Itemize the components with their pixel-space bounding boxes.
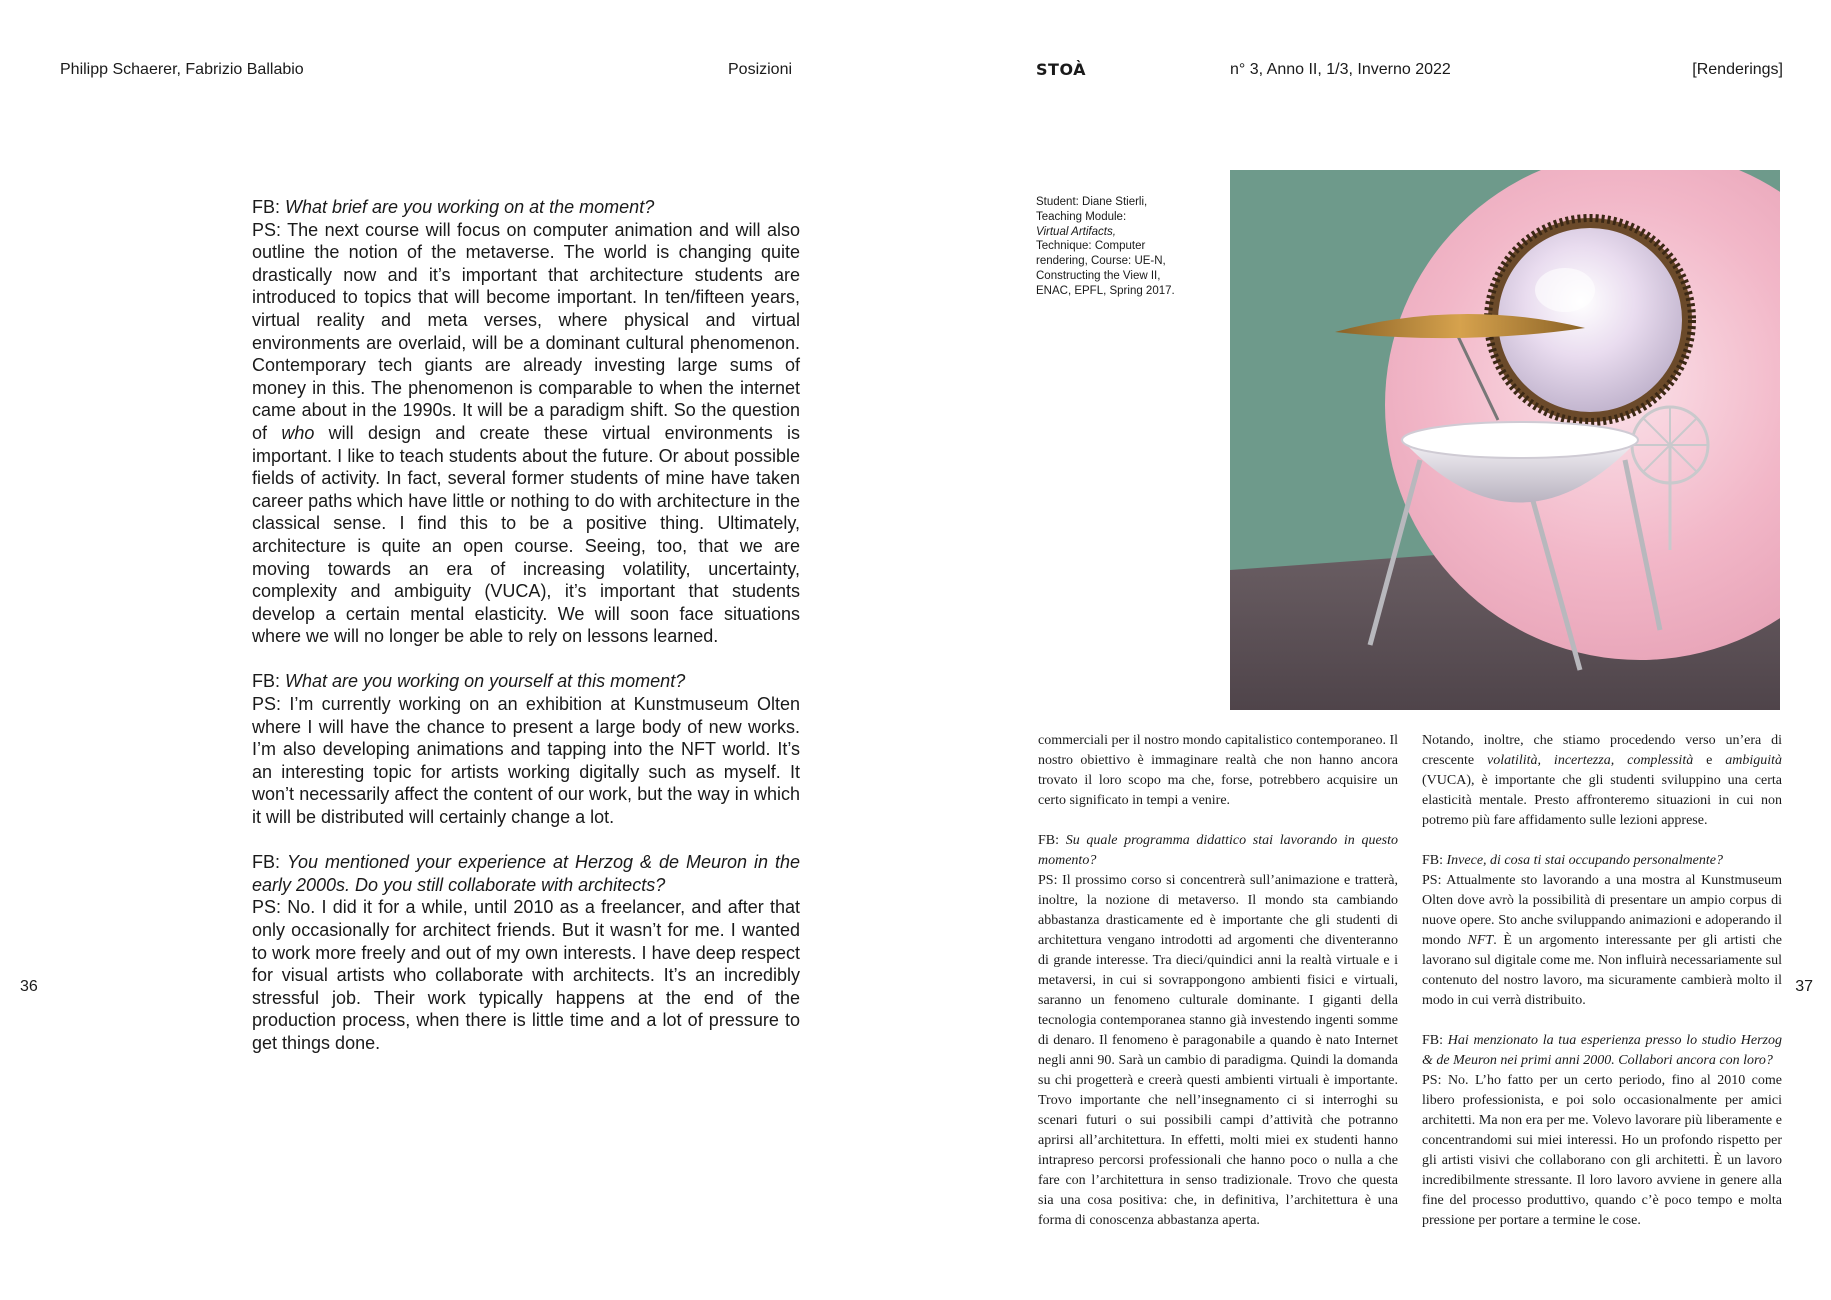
answer: PS: Attualmente sto lavorando a una mostra al Kunstmuseum Olten dove avrò la possibilità di presentare un ampio corpus di nuove opere. Sto anche sviluppando animazioni e adoperando il mondo	[1422, 873, 1782, 948]
italian-qa-1	[1038, 831, 1398, 1231]
answer: PS: No. I did it for a while, until 2010 as a freelancer, and after that only occasionally for architect friends. But it wasn’t for me. I wanted to work more freely and out of my own interests. I have deep respect for visual artists who collaborate with architects. It’s an incredibly stressful job. Their work typically happens at the end of the production process, when there is little time and a lot of pressure to get things done.	[252, 897, 800, 1053]
question: What are you working on yourself at this moment?	[285, 671, 686, 692]
answer-emphasis: NFT	[1467, 933, 1494, 948]
text: Notando, inoltre, che stiamo procedendo verso un’era di crescente	[1422, 733, 1782, 768]
rendering-image	[1230, 170, 1780, 710]
text-emphasis: ambiguità	[1725, 753, 1783, 768]
running-header-authors: Philipp Schaerer, Fabrizio Ballabio	[60, 61, 304, 78]
caption-student: Student: Diane Stierli,	[1036, 196, 1148, 208]
answer: . È un argomento interessante per gli artisti che lavorano sul digitale come me. Non influirà necessariamente sul contenuto del nostro lavoro, ma sicuramente cambierà molto il modo in cui verrà distribuito.	[1422, 933, 1783, 1008]
question: Hai menzionato la tua esperienza presso lo studio Herzog & de Meuron nei primi anni 2000. Collabori ancora con loro?	[1422, 1033, 1782, 1068]
running-header-section: Posizioni	[728, 61, 793, 78]
interview-qa-2	[252, 670, 800, 828]
question-prefix: FB:	[1038, 833, 1066, 848]
caption-technique: Technique: Computer rendering, Course: UE-N, Constructing the View II, ENAC, EPFL, Spring 2017.	[1036, 240, 1175, 297]
text: (VUCA), è importante che gli studenti sviluppino una certa elasticità mentale. Presto affronteremo situazioni in cui non potremo più fare affidamento sulle lezioni apprese.	[1422, 773, 1782, 828]
answer-emphasis: who	[281, 422, 315, 443]
bowl-rim	[1402, 422, 1638, 458]
text: e	[1693, 753, 1726, 768]
italian-qa-3	[1422, 1031, 1782, 1231]
journal-logo: STOÀ	[1036, 60, 1086, 79]
question-prefix: FB:	[252, 671, 286, 692]
mirror-highlight	[1535, 268, 1595, 312]
answer: PS: The next course will focus on computer animation and will also outline the notion of the metaverse. The world is changing quite drastically now and it’s important that architecture students are introduced to topics that will become important. In ten/fifteen years, virtual reality and meta verses, where physical and virtual environments are overlaid, will be a dominant cultural phenomenon. Contemporary tech giants are already investing large sums of money in this. The phenomenon is comparable to when the internet came about in the 1990s. It will be a paradigm shift. So the question of	[252, 219, 800, 443]
caption-module: Virtual Artifacts,	[1036, 225, 1116, 238]
question-prefix: FB:	[1422, 853, 1447, 868]
answer: PS: I’m currently working on an exhibition at Kunstmuseum Olten where I will have the chance to present a large body of new works. I’m also developing animations and tapping into the NFT world. It’s an interesting topic for artists working digitally such as myself. It won’t necessarily affect the content of our work, but the way in which it will be distributed will certainly change a lot.	[252, 694, 800, 828]
question-prefix: FB:	[1422, 1033, 1448, 1048]
page-number-left: 36	[20, 978, 38, 995]
question-prefix: FB:	[252, 852, 287, 873]
question-prefix: FB:	[252, 197, 286, 217]
answer: will design and create these virtual environments is important. I like to teach students about the future. Or about possible fields of activity. In fact, several former students of mine have taken career paths which have little or nothing to do with architecture in the classical sense. I find this to be a positive thing. Ultimately, architecture is quite an open course. Seeing, too, that we are moving towards an era of increasing volatility, uncertainty, complexity and ambiguity (VUCA), it’s important that students develop a certain mental elasticity. We will soon face situations where we will no longer be able to rely on lessons learned.	[252, 422, 800, 647]
running-header-category: [Renderings]	[1692, 61, 1783, 78]
italian-intro-2	[1422, 731, 1782, 831]
interview-qa-1	[252, 196, 800, 648]
answer: PS: No. L’ho fatto per un certo periodo, fino al 2010 come libero professionista, e poi solo occasionalmente per amici architetti. Ma non era per me. Volevo lavorare più liberamente e concentrandomi sui miei interessi. Ho un profondo rispetto per gli artisti visivi che collaborano con gli architetti. È un lavoro incredibilmente stressante. Il loro lavoro avviene in genere alla fine del processo produttivo, quando c’è poco tempo e molta pressione per portare a termine le cose.	[1422, 1073, 1782, 1228]
question: What brief are you working on at the moment?	[285, 197, 655, 217]
question: Invece, di cosa ti stai occupando personalmente?	[1446, 853, 1723, 868]
page-number-right: 37	[1795, 978, 1813, 995]
english-interview-column	[252, 196, 800, 1077]
interview-qa-3	[252, 851, 800, 1054]
image-caption	[1036, 195, 1186, 299]
italian-column-2	[1422, 731, 1782, 1251]
question: Su quale programma didattico stai lavorando in questo momento?	[1038, 833, 1399, 868]
italian-column-1	[1038, 731, 1398, 1251]
question: You mentioned your experience at Herzog & de Meuron in the early 2000s. Do you still collaborate with architects?	[252, 852, 800, 895]
italian-intro: commerciali per il nostro mondo capitalistico contemporaneo. Il nostro obiettivo è immaginare realtà che non hanno ancora trovato il loro scopo ma che, forse, potrebbero acquisire un certo significato in tempi a venire.	[1038, 733, 1399, 808]
text-emphasis: volatilità, incertezza, complessità	[1486, 753, 1694, 768]
italian-qa-2	[1422, 851, 1782, 1011]
answer: PS: Il prossimo corso si concentrerà sull’animazione e tratterà, inoltre, la nozione di metaverso. Il mondo sta cambiando abbastanza drasticamente ed è importante che gli studenti di architettura vengano introdotti ad argomenti che diventeranno di grande interesse. Tra dieci/quindici anni la realtà virtuale e i metaversi, in cui si sovrappongono ambienti fisici e virtuali, saranno un fenomeno culturale dominante. I giganti della tecnologia contemporanea stanno già investendo ingenti somme di denaro. Il fenomeno è paragonabile a quando è nato Internet negli anni 90. Sarà un cambio di paradigma. Quindi la domanda su chi progetterà e creerà questi ambienti virtuali è importante. Trovo importante che nell’insegnamento ci si interroghi su scenari futuri o sui possibili campi d’attività che potranno aprirsi all’architettura. In effetti, molti miei ex studenti hanno intrapreso percorsi professionali che hanno poco o nulla a che fare con l’architettura in senso tradizionale. Trovo che questa sia una cosa positiva: che, in definitiva, l’architettura è una forma di conoscenza abbastanza aperta.	[1038, 873, 1398, 1228]
issue-info: n° 3, Anno II, 1/3, Inverno 2022	[1230, 61, 1451, 78]
rendering-illustration	[1230, 170, 1780, 710]
caption-module-label: Teaching Module:	[1036, 210, 1127, 223]
